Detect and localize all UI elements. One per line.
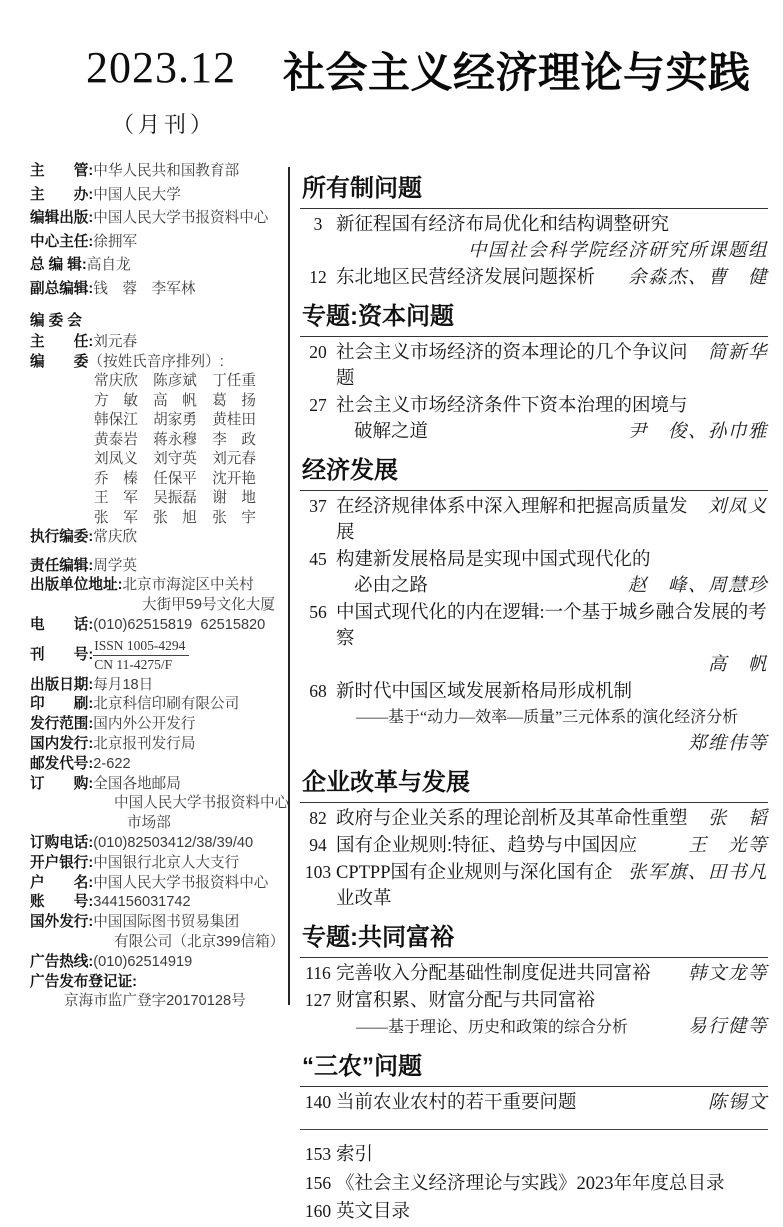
info-row [30,953,286,973]
info-label: 责任编辑: [30,557,94,574]
info-value: 市场部 [127,815,171,832]
toc-item-row [300,546,768,573]
toc-item-row [300,652,768,678]
info-value: 刘元春 [93,334,138,350]
info-value: 北京科信印刷有限公司 [93,696,240,713]
board-member-name: 黄桂田 [212,412,256,428]
board-member-name: 张 旭 [153,509,197,526]
article-authors: 张 韬 [707,809,768,829]
board-member-name: 王 军 [94,490,138,506]
info-row [30,874,286,894]
page-number: 140 [304,1092,332,1112]
article-title: 国有企业规则:特征、趋势与中国因应 [336,836,638,856]
info-label: 国外发行: [30,914,94,931]
info-value: 北京报刊发行局 [93,736,196,753]
page-number: 94 [309,835,327,855]
toc-item-row [300,419,768,445]
toc-item-row [300,599,768,652]
masthead-block-board [30,310,286,548]
editorial-board-names [30,372,286,528]
toc-item-row [300,987,768,1014]
toc-item-row [300,1089,768,1116]
info-value: 高自龙 [86,257,131,273]
info-row [30,695,286,715]
toc-column [300,163,768,1227]
info-value: 中国人民大学书报资料中心 [93,210,269,226]
article-authors: 赵 峰、周慧珍 [627,576,768,596]
info-row [30,715,286,735]
board-member-name: 刘守英 [153,451,197,467]
info-row [30,207,286,231]
info-row [30,160,286,184]
info-value: (010)62514919 [93,953,193,970]
toc-item-row [300,678,768,705]
board-name-row [94,509,256,529]
info-row [30,775,286,795]
board-member-name: 刘元春 [212,451,256,467]
monthly-frequency-label: （月刊） [112,112,217,137]
toc-item-row [300,832,768,859]
cn-number: CN 11-4275/F [94,657,173,673]
board-member-name: 常庆欣 [94,373,138,389]
page-number: 68 [309,681,327,701]
info-value: （按姓氏音序排列）: [88,353,224,370]
info-value: 中国人民大学 [93,186,181,203]
board-member-name: 蒋永穆 [153,431,197,448]
info-row [30,913,286,933]
info-continuation [64,992,286,1012]
board-member-name: 黄泰岩 [94,431,138,448]
board-member-name: 韩保江 [94,412,138,428]
page-number: 20 [309,342,327,362]
article-title: 社会主义市场经济条件下资本治理的困境与 [336,396,688,416]
info-continuation [142,596,286,616]
info-value: (010)62515819 62515820 [93,616,266,633]
article-title: 完善收入分配基础性制度促进共同富裕 [336,964,651,984]
info-label: 中心主任: [30,233,94,250]
page-number: 45 [309,549,327,569]
info-label: 主 管: [30,163,94,179]
toc-item-row [300,859,768,912]
info-value: 北京市海淀区中关村 [122,577,254,594]
info-row [30,616,286,636]
article-authors: 余淼杰、曹 健 [627,268,768,288]
back-matter-row [300,1141,768,1170]
article-authors: 高 帆 [707,655,768,675]
page-number: 3 [313,214,323,234]
info-label: 邮发代号: [30,755,94,772]
board-member-name: 高 帆 [153,392,197,409]
info-label: 出版单位地址: [30,577,123,594]
info-label: 编辑出版: [30,210,94,226]
article-authors: 王 光等 [687,836,768,856]
article-title: 中国式现代化的内在逻辑:一个基于城乡融合发展的考察 [336,603,767,649]
board-member-name: 胡家勇 [153,412,197,428]
info-label: 开户银行: [30,854,94,871]
info-row [30,184,286,208]
page-number: 56 [309,602,327,622]
info-continuation [114,794,290,814]
info-value: 常庆欣 [93,529,138,545]
info-value: 大街甲59号文化大厦 [142,597,275,614]
toc-item-row [300,705,768,731]
page-number: 103 [304,862,332,882]
info-row [30,854,286,874]
article-title: 社会主义市场经济的资本理论的几个争议问题 [336,343,688,389]
info-label: 副总编辑: [30,280,94,297]
info-value: 中华人民共和国教育部 [93,163,240,179]
board-member-name: 方 敏 [94,392,138,409]
info-value: 中国人民大学书报资料中心 [93,874,269,891]
info-value: 中国银行北京人大支行 [93,854,240,871]
info-label: 主 任: [30,334,94,350]
info-label: 总 编 辑: [30,257,87,273]
article-authors: 尹 俊、孙巾雅 [627,422,768,442]
info-row [30,254,286,278]
page-number: 27 [309,395,327,415]
info-value: 周学英 [93,557,138,574]
board-member-name: 张 军 [94,509,138,526]
board-member-name: 陈彦斌 [153,373,197,389]
info-value: 国内外公开发行 [93,716,196,733]
page-number: 37 [309,496,327,516]
info-value: 2-622 [93,755,131,772]
issn-number: ISSN 1005-4294 [93,638,189,656]
info-value: 钱 蓉 李军林 [93,280,196,297]
board-member-name: 吴振磊 [153,490,197,506]
info-label: 户 名: [30,874,94,891]
editorial-board-heading: 编 委 会 [30,313,82,329]
article-title: 在经济规律体系中深入理解和把握高质量发展 [336,497,688,543]
issn-cn-stack [93,638,189,673]
info-row [30,973,286,993]
article-title: CPTPP国有企业规则与深化国有企业改革 [336,863,613,909]
info-label: 编 委 [30,353,89,370]
toc-item-row [300,731,768,757]
info-row [30,676,286,696]
info-row [30,557,286,577]
article-title: 必由之路 [354,576,429,596]
masthead-column [30,160,290,1012]
info-label: 印 刷: [30,696,94,713]
info-value: 有限公司（北京399信箱） [114,934,285,951]
toc-section-header: 企业改革与发展 [300,757,768,803]
toc-section-header: “三农”问题 [300,1041,768,1087]
board-member-name: 任保平 [153,470,197,487]
toc-section-header: 专题:共同富裕 [300,912,768,958]
info-row [30,528,286,548]
info-value: 中国人民大学书报资料中心 [114,795,290,812]
info-label: 执行编委: [30,529,94,545]
back-matter-title: 索引 [336,1145,374,1165]
article-authors: 郑维伟等 [687,734,768,754]
article-authors: 刘凤义 [707,497,768,517]
board-member-name: 张 宇 [212,509,256,526]
back-matter-title: 《社会主义经济理论与实践》2023年年度总目录 [336,1173,725,1194]
board-member-name: 谢 地 [212,490,256,506]
page-number: 12 [309,267,327,287]
page-number: 116 [305,963,331,983]
toc-item-row [300,1014,768,1041]
article-title: 东北地区民营经济发展问题探析 [336,268,596,288]
board-name-row [94,411,256,431]
info-value: 中国国际图书贸易集团 [93,914,240,931]
article-authors: 简新华 [707,343,768,363]
article-authors: 易行健等 [687,1017,768,1037]
board-name-row [94,489,256,509]
info-label: 订 购: [30,775,94,792]
toc-item-row [300,493,768,546]
journal-number-row [30,636,286,676]
info-row [30,834,286,854]
info-label: 出版日期: [30,676,94,693]
board-name-row [94,372,256,392]
toc-item-row [300,392,768,419]
article-title: 政府与企业关系的理论剖析及其革命性重塑 [336,809,688,829]
page-number: 153 [304,1144,332,1164]
info-label: 订购电话: [30,835,94,852]
info-value: 344156031742 [93,894,191,911]
article-title: 财富积累、财富分配与共同富裕 [336,991,596,1011]
info-row [30,231,286,255]
back-matter-title: 英文目录 [336,1202,411,1222]
toc-item-row [300,805,768,832]
toc-section-header: 专题:资本问题 [300,291,768,337]
article-subtitle: ——基于“动力—效率—质量”三元体系的演化经济分析 [356,709,739,726]
journal-title: 社会主义经济理论与实践 [283,51,751,97]
back-matter-divider [300,1129,768,1130]
info-row [30,576,286,596]
board-name-row [94,470,256,490]
toc-item-row [300,238,768,264]
article-title: 新时代中国区域发展新格局形成机制 [336,682,633,702]
board-name-row [94,450,256,470]
article-title: 当前农业农村的若干重要问题 [336,1093,577,1113]
article-title: 破解之道 [354,422,429,442]
info-label: 主 办: [30,186,94,203]
board-member-name: 沈开艳 [212,470,256,487]
info-row [30,735,286,755]
info-value: 每月18日 [93,676,154,693]
info-label: 广告热线: [30,953,94,970]
info-label: 电 话: [30,616,94,633]
article-authors: 张军旗、田书凡 [627,863,768,883]
toc-section-header: 所有制问题 [300,163,768,209]
info-value: 全国各地邮局 [93,775,181,792]
info-row [30,755,286,775]
article-subtitle: ——基于理论、历史和政策的综合分析 [356,1019,629,1036]
info-continuation [127,814,286,834]
board-member-name: 丁任重 [212,373,256,389]
page-number: 127 [304,990,332,1010]
board-name-row [94,392,256,412]
issue-date: 2023.12 [86,43,236,92]
info-row [30,333,286,353]
board-member-name: 刘凤义 [94,451,138,467]
back-matter-row [300,1170,768,1199]
info-value: 徐拥军 [93,233,138,250]
info-row [30,353,286,373]
column-divider [288,167,290,1005]
article-authors: 韩文龙等 [687,964,768,984]
article-title: 新征程国有经济布局优化和结构调整研究 [336,215,670,235]
masthead-block-top [30,160,286,301]
board-member-name: 李 政 [212,431,256,448]
masthead-block-pub [30,557,290,1013]
info-value: 京海市监广登字20170128号 [64,993,246,1010]
info-continuation [114,933,286,953]
page-number: 82 [309,808,327,828]
info-label: 国内发行: [30,736,94,753]
board-name-row [94,431,256,451]
toc-item-row [300,573,768,599]
board-member-name: 葛 扬 [212,392,256,409]
info-label: 广告发布登记证: [30,973,138,990]
info-label: 账 号: [30,894,94,911]
article-authors: 陈锡文 [707,1093,768,1113]
page-number: 160 [304,1201,332,1221]
toc-item-row [300,264,768,291]
toc-item-row [300,339,768,392]
info-label: 发行范围: [30,716,94,733]
article-authors: 中国社会科学院经济研究所课题组 [467,241,768,261]
info-label: 刊 号: [30,646,94,663]
info-row [30,893,286,913]
toc-section-header: 经济发展 [300,445,768,491]
page-number: 156 [304,1172,332,1193]
info-value: (010)82503412/38/39/40 [93,835,254,852]
back-matter-row [300,1198,768,1227]
board-member-name: 乔 榛 [94,470,138,487]
toc-item-row [300,960,768,987]
info-row [30,278,286,302]
article-title: 构建新发展格局是实现中国式现代化的 [336,550,651,570]
toc-item-row [300,211,768,238]
